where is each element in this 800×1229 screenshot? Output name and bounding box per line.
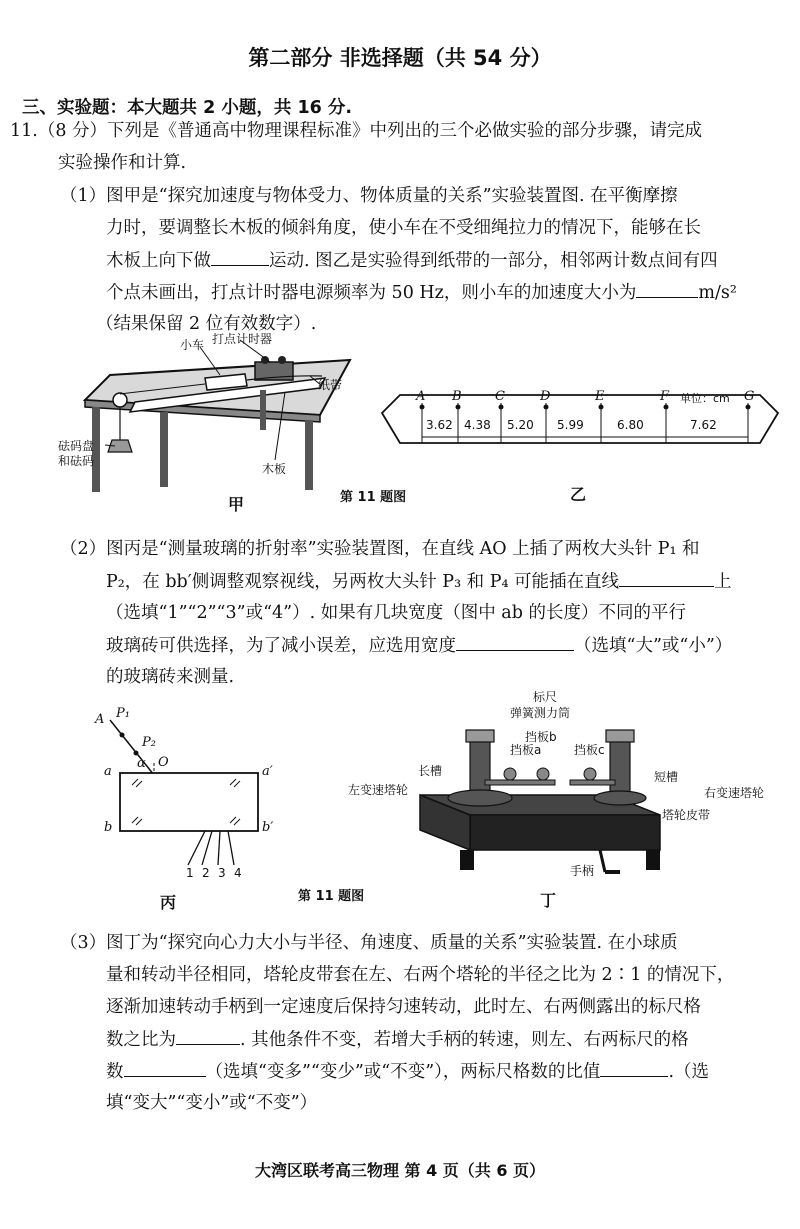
part3-line1: （3）图丁为“探究向心力大小与半径、角速度、质量的关系”实验装置. 在小球质 [60,933,678,953]
label-long-slot: 长槽 [418,764,443,778]
part2-line2-text-a: P₂，在 bb′侧调整观察视线，另两枚大头针 P₃ 和 P₄ 可能插在直线 [106,572,620,592]
part1-line3 [106,249,718,272]
answer-blank-width[interactable] [456,634,574,651]
part1-line3-text-b: 运动. 图乙是实验得到纸带的一部分，相邻两计数点间有四 [269,251,718,271]
answer-blank-ratio-change[interactable] [600,1060,668,1077]
label-ruler: 标尺 [533,690,558,704]
part3-line6: 填“变大”“变小”或“不变”） [106,1093,318,1113]
figure-jia-apparatus [60,330,360,510]
figure-label-jia: 甲 [228,495,245,514]
glass-label-A: A [95,712,105,727]
part3-line4-text-b: . 其他条件不变，若增大手柄的转速，则左、右两标尺的格 [240,1030,689,1050]
figure-label-bing: 丙 [160,893,177,912]
tape-segment-DE: 5.99 [557,418,584,432]
answer-blank-count-change[interactable] [124,1060,206,1077]
tape-point-F: F [660,389,670,404]
page-footer: 大湾区联考高三物理 第 4 页（共 6 页） [254,1161,546,1180]
tape-point-C: C [495,389,505,404]
glass-label-a: a [104,764,112,779]
section-heading: 三、实验题：本大题共 2 小题，共 16 分. [22,98,353,118]
tape-point-A: A [416,389,426,404]
figure-ding-apparatus [410,700,680,880]
part3-line5-text-b: （选填“变多”“变少”或“不变”），两标尺格数的比值 [205,1062,601,1082]
glass-label-alpha: α [137,756,146,771]
tape-segment-FG: 7.62 [690,418,717,432]
label-baffle-a: 挡板a [510,743,542,757]
page-title: 第二部分 非选择题（共 54 分） [248,46,552,70]
line-label-2: 2 [202,866,210,880]
part3-line5-text-c: .（选 [668,1062,710,1082]
part3-line2: 量和转动半径相同，塔轮皮带套在左、右两个塔轮的半径之比为 2∶1 的情况下， [106,965,735,985]
label-weight-2: 和砝码 [58,454,95,468]
part2-line5: 的玻璃砖来测量. [106,667,235,687]
part3-line5-text-a: 数 [106,1062,124,1082]
glass-label-P2: P₂ [142,735,156,750]
answer-blank-line[interactable] [619,570,714,587]
label-cart: 小车 [180,338,205,352]
part2-line3: （选填“1”“2”“3”或“4”）. 如果有几块宽度（图中 ab 的长度）不同的平行 [106,603,686,623]
label-left-pulley: 左变速塔轮 [348,783,409,797]
q11-intro-line1: 11.（8 分）下列是《普通高中物理课程标准》中列出的三个必做实验的部分步骤，请完成 [10,121,703,141]
part2-line2 [106,570,732,593]
tape-segment-BC: 4.38 [464,418,491,432]
part1-line4-unit: m/s² [698,283,737,303]
label-short-slot: 短槽 [654,770,679,784]
part1-line4 [106,281,737,304]
part2-line2-text-b: 上 [714,572,732,592]
line-label-1: 1 [186,866,194,880]
figure-label-yi: 乙 [570,485,587,504]
label-tape: 纸带 [318,378,343,392]
part1-line3-text-a: 木板上向下做 [106,251,211,271]
label-handle: 手柄 [570,864,595,878]
tape-unit: 单位：cm [680,392,730,405]
answer-blank-motion[interactable] [211,249,269,266]
figure-caption-11b: 第 11 题图 [298,889,365,904]
label-board: 木板 [262,462,287,476]
label-spring-cylinder: 弹簧测力筒 [510,706,571,720]
part1-line2: 力时，要调整长木板的倾斜角度，使小车在不受细绳拉力的情况下，能够在长 [106,218,701,238]
part2-line1: （2）图丙是“测量玻璃的折射率”实验装置图，在直线 AO 上插了两枚大头针 P₁ 和 [60,539,700,559]
label-right-pulley: 右变速塔轮 [704,786,765,800]
part1-line4-text-a: 个点未画出，打点计时器电源频率为 50 Hz，则小车的加速度大小为 [106,283,637,303]
glass-label-P1: P₁ [116,706,130,721]
glass-label-a-prime: a′ [262,764,273,779]
tape-point-G: G [744,389,755,404]
label-baffle-b: 挡板b [525,730,557,744]
figure-label-ding: 丁 [540,891,557,910]
line-label-3: 3 [218,866,226,880]
glass-label-O: O [158,755,169,770]
answer-blank-ratio[interactable] [176,1028,240,1045]
tape-point-D: D [540,389,551,404]
part3-line5 [106,1060,709,1083]
part2-line4 [106,634,732,657]
part1-line1: （1）图甲是“探究加速度与物体受力、物体质量的关系”实验装置图. 在平衡摩擦 [60,186,678,206]
tape-segment-EF: 6.80 [617,418,644,432]
answer-blank-acceleration[interactable] [636,281,698,298]
figure-caption-11a: 第 11 题图 [340,490,407,505]
part3-line4-text-a: 数之比为 [106,1030,176,1050]
part2-line4-text-b: （选填“大”或“小”） [574,636,733,656]
tape-point-E: E [595,389,605,404]
label-weight-1: 砝码盘 [58,439,95,453]
part3-line3: 逐渐加速转动手柄到一定速度后保持匀速转动，此时左、右两侧露出的标尺格 [106,997,701,1017]
line-label-4: 4 [234,866,242,880]
label-belt: 塔轮皮带 [662,808,711,822]
tape-point-B: B [452,389,462,404]
glass-label-b-prime: b′ [262,820,274,835]
q11-intro-line2: 实验操作和计算. [58,153,187,173]
part3-line4 [106,1028,689,1051]
part1-line5: （结果保留 2 位有效数字）. [96,314,317,334]
part2-line4-text-a: 玻璃砖可供选择，为了减小误差，应选用宽度 [106,636,456,656]
glass-label-b: b [104,820,113,835]
label-timer: 打点计时器 [212,332,273,346]
tape-segment-CD: 5.20 [507,418,534,432]
label-baffle-c: 挡板c [574,743,605,757]
tape-segment-AB: 3.62 [426,418,453,432]
